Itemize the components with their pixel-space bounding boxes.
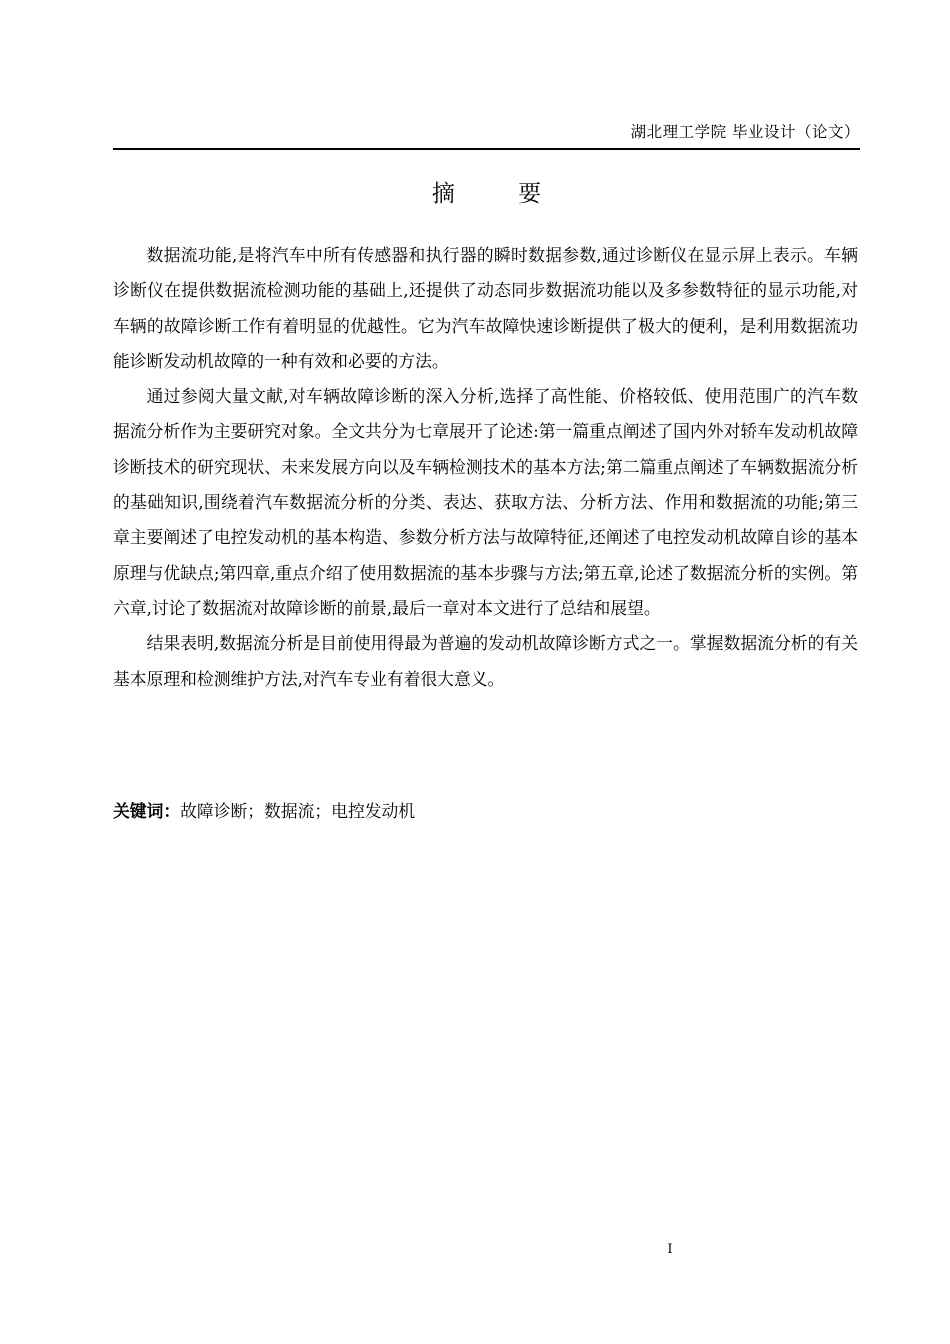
keywords-label: 关键词： <box>113 801 181 821</box>
keywords-line <box>113 797 415 825</box>
page-number: I <box>667 1242 673 1257</box>
abstract-paragraph: 数据流功能,是将汽车中所有传感器和执行器的瞬时数据参数,通过诊断仪在显示屏上表示。车辆诊断仪在提供数据流检测功能的基础上,还提供了动态同步数据流功能以及多参数特征的显示功能,对车辆的故障诊断工作有着明显的优越性。它为汽车故障快速诊断提供了极大的便利，是利用数据流功能诊断发动机故障的一种有效和必要的方法。 <box>113 245 858 371</box>
abstract-title: 摘 要 <box>431 181 570 207</box>
header-divider <box>113 148 860 150</box>
abstract-body <box>113 238 858 697</box>
abstract-paragraph: 通过参阅大量文献,对车辆故障诊断的深入分析,选择了高性能、价格较低、使用范围广的汽车数据流分析作为主要研究对象。全文共分为七章展开了论述:第一篇重点阐述了国内外对轿车发动机故障诊断技术的研究现状、未来发展方向以及车辆检测技术的基本方法;第二篇重点阐述了车辆数据流分析的基础知识,围绕着汽车数据流分析的分类、表达、获取方法、分析方法、作用和数据流的功能;第三章主要阐述了电控发动机的基本构造、参数分析方法与故障特征,还阐述了电控发动机故障自诊的基本原理与优缺点;第四章,重点介绍了使用数据流的基本步骤与方法;第五章,论述了数据流分析的实例。第六章,讨论了数据流对故障诊断的前景,最后一章对本文进行了总结和展望。 <box>113 386 858 618</box>
abstract-paragraph: 结果表明,数据流分析是目前使用得最为普遍的发动机故障诊断方式之一。掌握数据流分析的有关基本原理和检测维护方法,对汽车专业有着很大意义。 <box>113 633 858 689</box>
keywords-value: 故障诊断；数据流；电控发动机 <box>180 801 416 821</box>
running-header: 湖北理工学院 毕业设计（论文） <box>630 123 860 141</box>
